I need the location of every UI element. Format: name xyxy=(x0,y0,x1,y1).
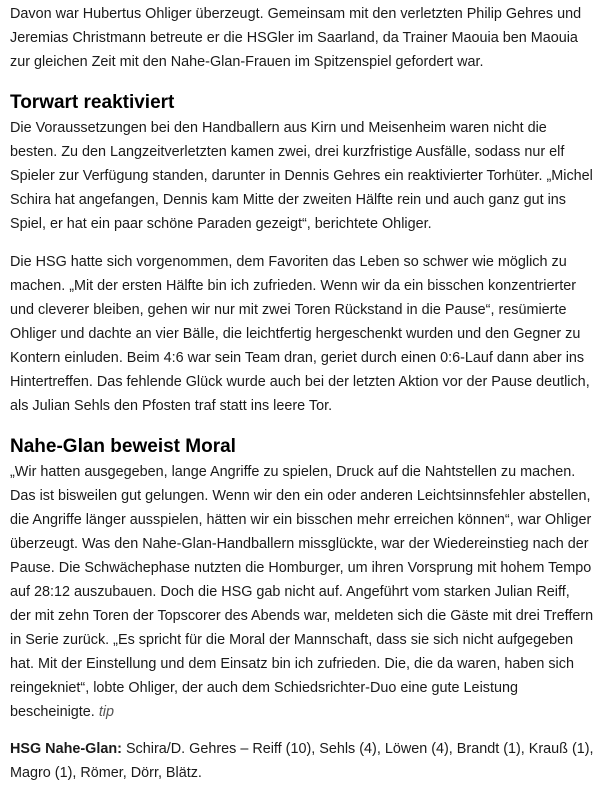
article-body xyxy=(10,2,594,785)
section-heading-moral: Nahe-Glan beweist Moral xyxy=(10,436,236,457)
section2-paragraph-text: „Wir hatten ausgegeben, lange Angriffe zu spielen, Druck auf die Nahtstellen zu machen. Das ist bisweilen gut gelungen. Wenn wir den ein oder anderen Leichtsinnsfehler abstellen, die Angriffe länger ausspielen, hätten wir ein bisschen mehr erreichen können“, war Ohliger überzeugt. Was den Nahe-Glan-Handballern missglückte, war der Wiedereinstieg nach der Pause. Die Schwächephase nutzten die Homburger, um ihren Vorsprung mit hohem Tempo auf 28:12 auszubauen. Doch die HSG gab nicht auf. Angeführt vom starken Julian Reiff, der mit zehn Toren der Topscorer des Abends war, meldeten sich die Gäste mit drei Treffern in Serie zurück. „Es spricht für die Moral der Mannschaft, dass sie sich nicht aufgegeben hat. Mit der Einstellung und dem Einsatz bin ich zufrieden. Die, die da waren, haben sich reingekniet“, lobte Ohliger, der auch dem Schiedsrichter-Duo eine gute Leistung bescheinigte. xyxy=(10,464,594,720)
section1-paragraph-2: Die HSG hatte sich vorgenommen, dem Favoriten das Leben so schwer wie möglich zu machen. „Mit der ersten Hälfte bin ich zufrieden. Wenn wir da ein bisschen konzentrierter und cleverer bleiben, gehen wir nur mit zwei Toren Rückstand in die Pause“, resümierte Ohliger und dachte an vier Bälle, die leichtfertig hergeschenkt wurden und den Gegner zu Kontern einluden. Beim 4:6 war sein Team dran, geriet durch einen 0:6-Lauf dann aber ins Hintertreffen. Das fehlende Glück wurde auch bei der letzten Aktion vor der Pause deutlich, als Julian Sehls den Pfosten traf statt ins leere Tor. xyxy=(10,254,590,414)
team-label: HSG Nahe-Glan: xyxy=(10,741,122,757)
intro-paragraph: Davon war Hubertus Ohliger überzeugt. Gemeinsam mit den verletzten Philip Gehres und Jeremias Christmann betreute er die HSGler im Saarland, da Trainer Maouia ben Maouia zur gleichen Zeit mit den Nahe-Glan-Frauen im Spitzenspiel gefordert war. xyxy=(10,6,582,70)
author-initials: tip xyxy=(98,704,115,720)
team-lineup xyxy=(10,737,594,785)
section2-paragraph-1 xyxy=(10,460,594,724)
section1-paragraph-1: Die Voraussetzungen bei den Handballern aus Kirn und Meisenheim waren nicht die besten. Zu den Langzeitverletzten kamen zwei, drei kurzfristige Ausfälle, sodass nur elf Spieler zur Verfügung standen, darunter in Dennis Gehres ein reaktivierter Torhüter. „Michel Schira hat angefangen, Dennis kam Mitte der zweiten Hälfte rein und auch ganz gut ins Spiel, er hat ein paar schöne Paraden gezeigt“, berichtete Ohliger. xyxy=(10,120,593,232)
section-heading-torwart: Torwart reaktiviert xyxy=(10,92,175,113)
team-players: Schira/D. Gehres – Reiff (10), Sehls (4), Löwen (4), Brandt (1), Krauß (1), Magro (1), Römer, Dörr, Blätz. xyxy=(10,741,594,781)
